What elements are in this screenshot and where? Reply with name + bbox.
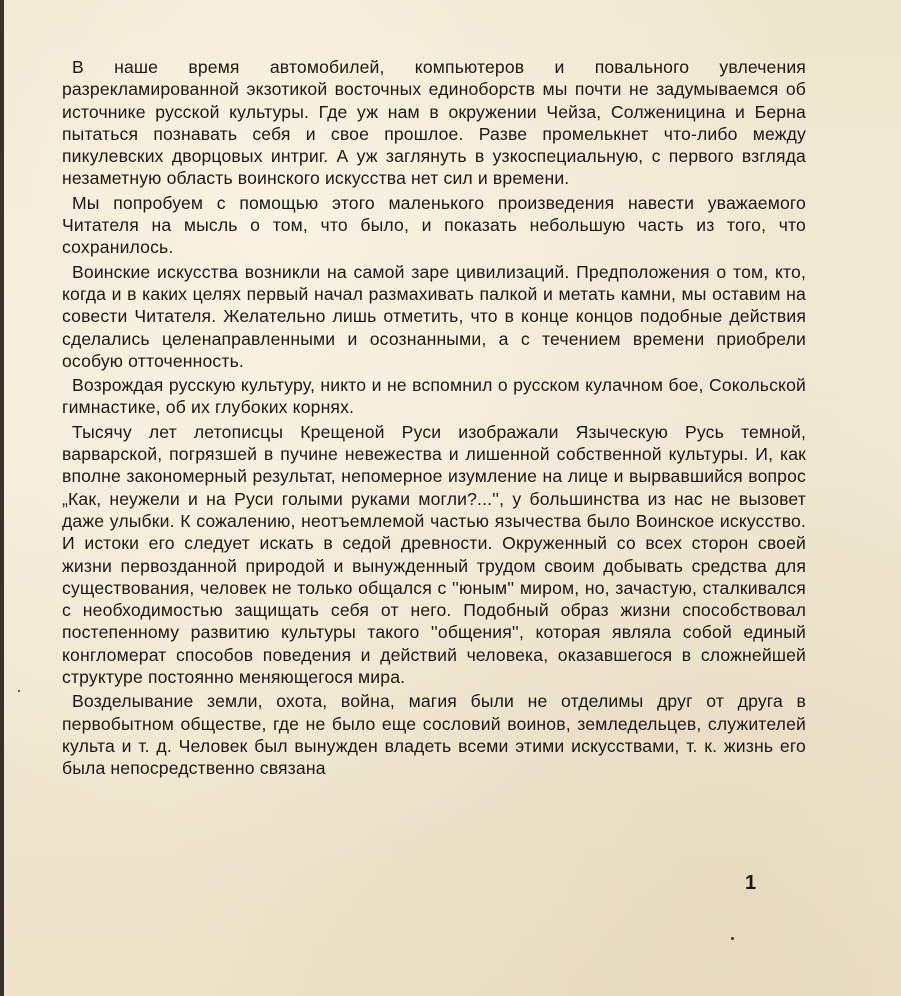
paragraph-1: В наше время автомобилей, компьютеров и повального увлечения разрекламированной экзотикой восточных единоборств мы почти не задумываемся об источнике русской культуры. Где уж нам в окружении Чейза, Солженицина и Берна пытаться познавать себя и свое прошлое. Разве промелькнет что-либо между пикулевских дворцовых интриг. А уж заглянуть в узкоспециальную, с первого взгляда незаметную область воинского искусства нет сил и времени. [62,57,806,189]
paragraph-2: Мы попробуем с помощью этого маленького произведения навести уважаемого Читателя на мысль о том, что было, и показать небольшую часть из того, что сохранилось. [62,192,806,258]
paragraph-5: Тысячу лет летописцы Крещеной Руси изображали Языческую Русь темной, варварской, погрязшей в пучине невежества и лишенной собственной культуры. И, как вполне закономерный результат, непомерное изумление на лице и вырвавшийся вопрос „Как, неужели и на Руси голыми руками могли?...'', у большинства из нас не вызовет даже улыбки. К сожалению, неотъемлемой частью язычества было Воинское искусство. И истоки его следует искать в седой древности. Окруженный со всех сторон своей жизни первозданной природой и вынужденный трудом своим добывать средства для существования, человек не только общался с ''юным'' миром, но, зачастую, сталкивался с необходимостью защищать себя от него. Подобный образ жизни способствовал постепенному развитию культуры такого ''общения'', которая являла собой единый конгломерат способов поведения и действий человека, оказавшегося в сложнейшей структуре постоянно меняющегося мира. [62,421,806,688]
paragraph-4: Возрождая русскую культуру, никто и не вспомнил о русском кулачном бое, Сокольской гимнастике, об их глубоких корнях. [62,375,806,418]
paragraph-3: Воинские искусства возникли на самой заре цивилизаций. Предположения о том, кто, когда и в каких целях первый начал размахивать палкой и метать камни, мы оставим на совести Читателя. Желательно лишь отметить, что в конце концов подобные действия сделались целенаправленными и осознанными, а с течением времени приобрели особую отточенность. [62,261,806,371]
scan-speck [18,690,20,692]
page-number: 1 [745,872,757,894]
paragraph-6: Возделывание земли, охота, война, магия были не отделимы друг от друга в первобытном обществе, где не было еще сословий воинов, земледельцев, служителей культа и т. д. Человек был вынужден владеть всеми этими искусствами, т. к. жизнь его была непосредственно связана [62,691,806,779]
scan-speck [731,937,734,940]
body-text [62,56,806,780]
